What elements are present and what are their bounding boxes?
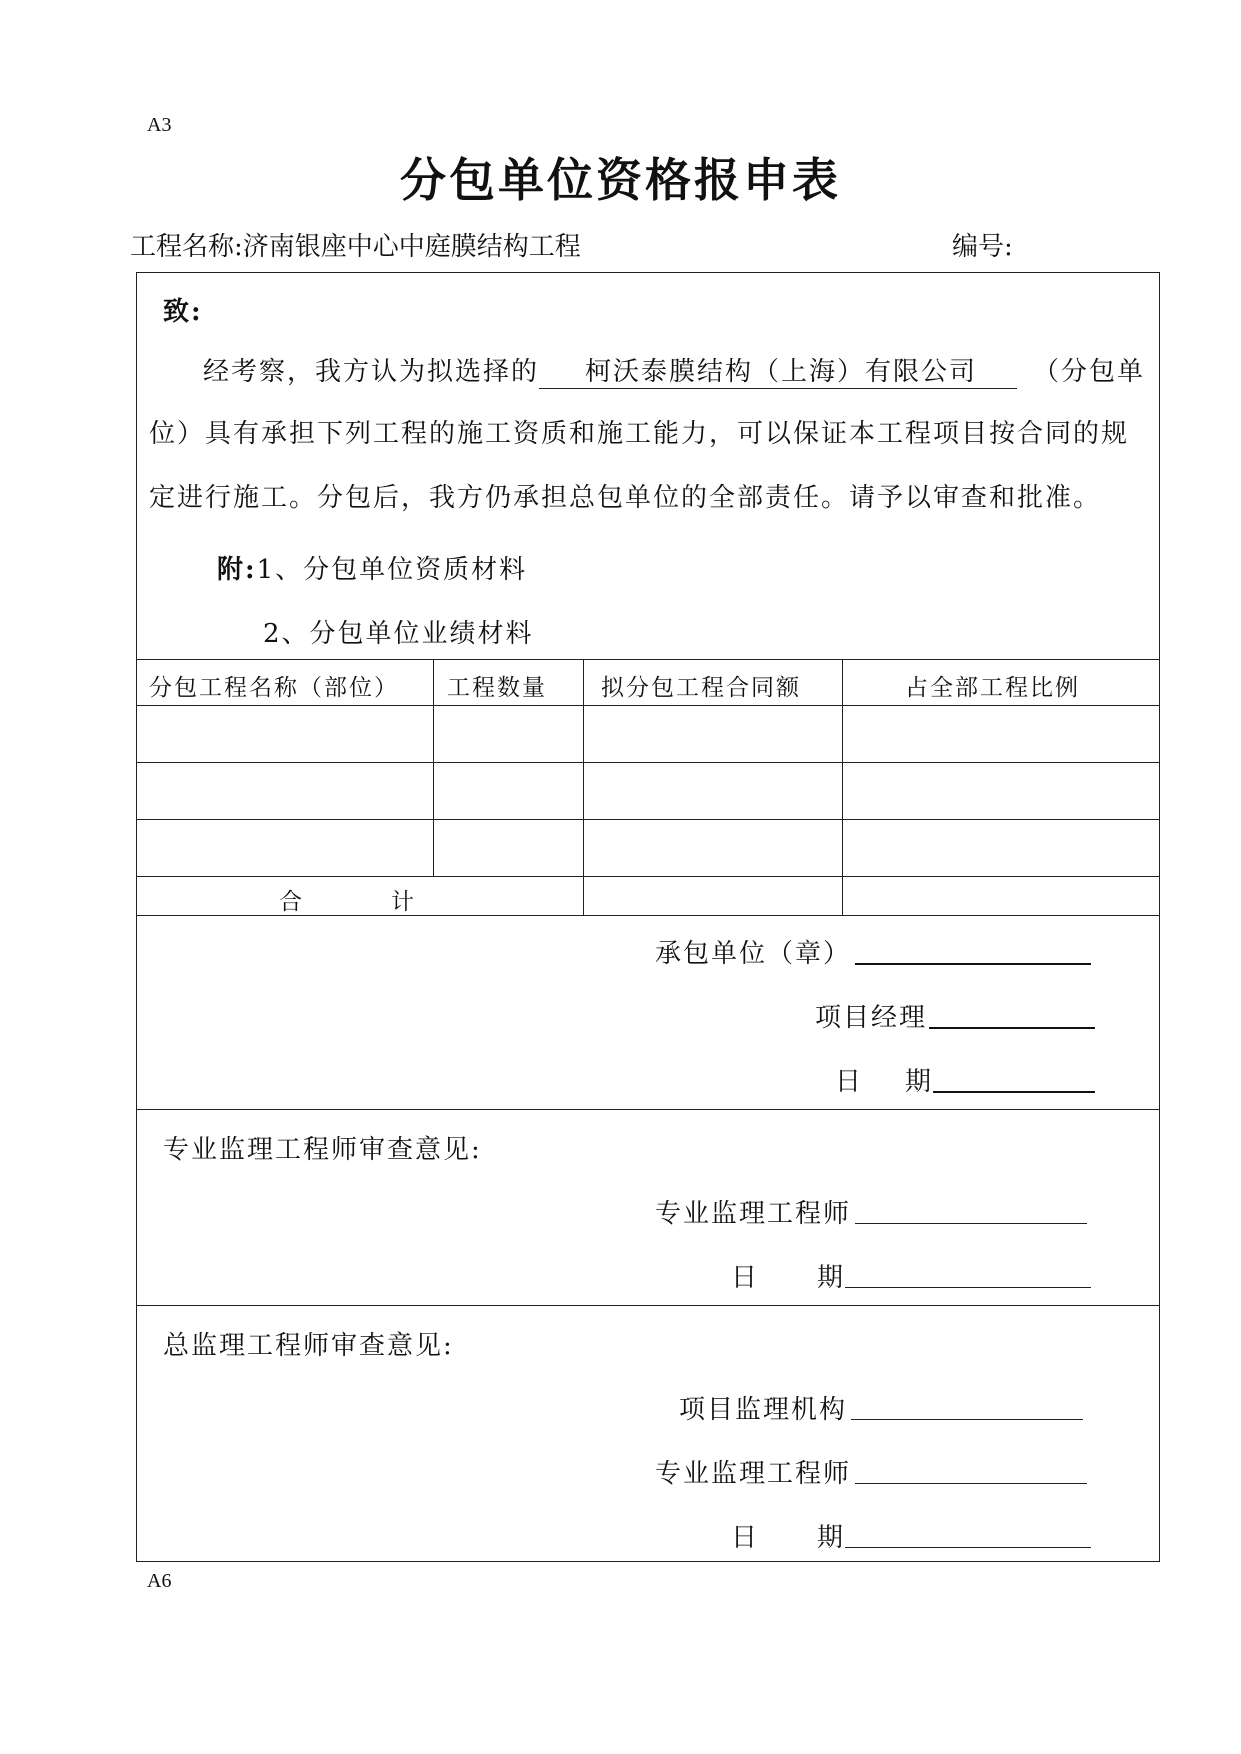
specialist-date-label-2: 期 [817,1263,846,1293]
project-label: 工程名称: [130,232,243,262]
supervision-org-line [851,1419,1083,1420]
contractor-date-label-2: 期 [905,1067,934,1097]
total-label-part-1: 合 [279,889,304,915]
page-title: 分包单位资格报申表 [400,153,841,207]
intro-line-3: 定进行施工。分包后，我方仍承担总包单位的全部责任。请予以审查和批准。 [149,483,1102,513]
contractor-date-line [933,1091,1095,1093]
chief-engineer-label: 专业监理工程师 [655,1459,852,1489]
table-column-divider [842,659,843,915]
contractor-seal-label: 承包单位（章） [655,939,852,969]
project-name: 济南银座中心中庭膜结构工程 [242,232,581,262]
table-row-border [137,762,1159,763]
table-header-border [137,705,1159,706]
project-manager-line [929,1027,1095,1029]
chief-date-line [845,1547,1091,1548]
section-divider [137,1109,1159,1110]
serial-number-label: 编号: [952,232,1013,262]
form-code-bottom: A6 [147,1570,172,1592]
table-row-border [137,819,1159,820]
column-header-contract-amount: 拟分包工程合同额 [601,675,801,701]
specialist-engineer-line [855,1223,1087,1224]
total-label-part-2: 计 [391,889,416,915]
table-row-border [137,876,1159,877]
intro-suffix: （分包单 [1033,357,1146,387]
chief-date-label-1: 日 [731,1523,760,1553]
specialist-engineer-label: 专业监理工程师 [655,1199,852,1229]
column-header-percentage: 占全部工程比例 [905,675,1080,701]
attachment-item-1: 1、分包单位资质材料 [256,555,528,585]
section-divider [137,1305,1159,1306]
attachments-label: 附: [217,555,257,585]
addressee-label: 致: [163,297,203,327]
chief-engineer-line [855,1483,1087,1484]
intro-line-2: 位）具有承担下列工程的施工资质和施工能力，可以保证本工程项目按合同的规 [149,419,1130,449]
chief-review-heading: 总监理工程师审查意见: [163,1331,454,1361]
supervision-org-label: 项目监理机构 [679,1395,848,1425]
column-header-quantity: 工程数量 [447,675,547,701]
form-code-top: A3 [147,114,172,136]
table-top-border [137,659,1159,660]
column-header-name: 分包工程名称（部位） [149,675,399,701]
chief-date-label-2: 期 [817,1523,846,1553]
subcontractor-name: 柯沃泰膜结构（上海）有限公司 [539,351,1017,389]
project-manager-label: 项目经理 [815,1003,928,1033]
table-column-divider [433,659,434,876]
intro-line-1 [203,351,1145,389]
specialist-review-heading: 专业监理工程师审查意见: [163,1135,482,1165]
specialist-date-label-1: 日 [731,1263,760,1293]
attachments-line-1 [217,549,527,586]
contractor-seal-line [855,963,1091,965]
intro-prefix: 经考察，我方认为拟选择的 [203,357,540,387]
specialist-date-line [845,1287,1091,1288]
contractor-date-label-1: 日 [835,1067,864,1097]
form-sheet [136,272,1160,1562]
attachment-item-2: 2、分包单位业绩材料 [263,619,534,649]
table-column-divider [583,659,584,915]
project-name-line [130,226,581,263]
